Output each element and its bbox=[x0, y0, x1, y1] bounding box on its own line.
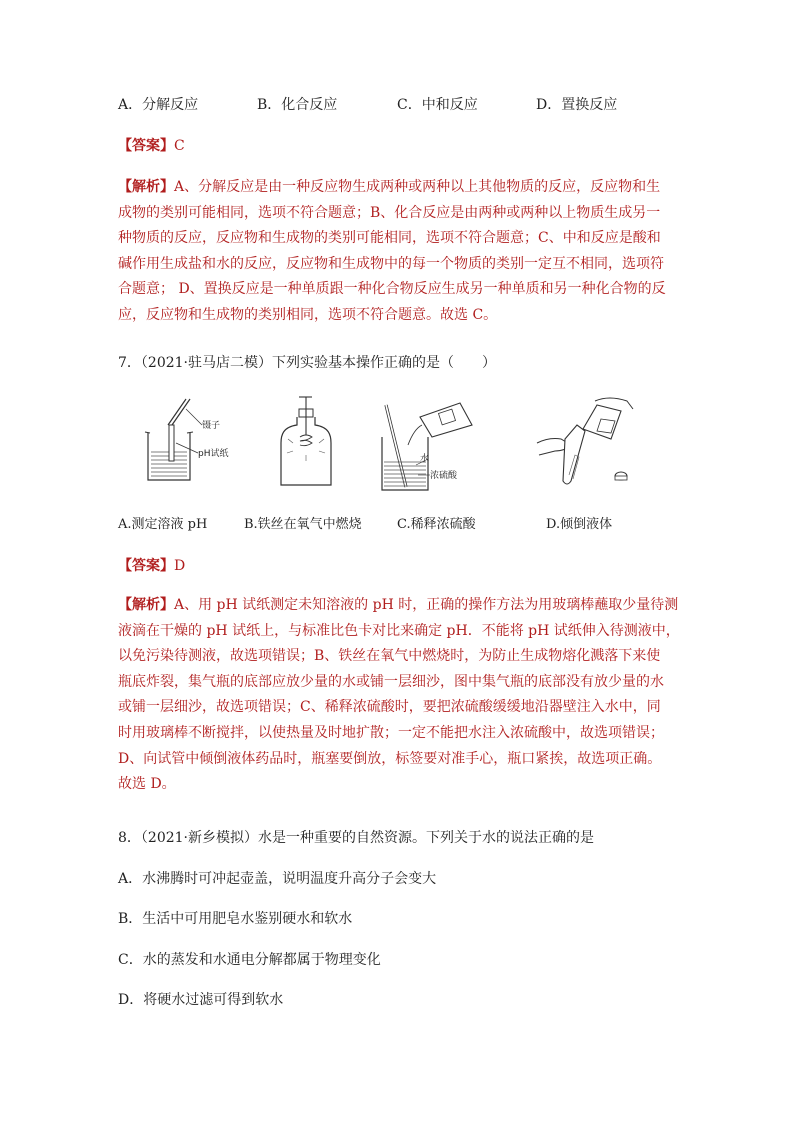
analysis-line: 或铺一层细沙，故选项错误；C、稀释浓硫酸时，要把浓硫酸缓缓地沿器壁注入水中，同 bbox=[118, 699, 661, 716]
q8-option-c: C．水的蒸发和水通电分解都属于物理变化 bbox=[118, 952, 381, 968]
analysis-line: 种物质的反应，反应物和生成物的类别可能相同，选项不符合题意；C、中和反应是酸和 bbox=[118, 230, 661, 247]
analysis-line: 以免污染待测液，故选项错误；B、铁丝在氧气中燃烧时，为防止生成物熔化溅落下来使 bbox=[118, 648, 661, 665]
answer-tag: 【答案】 bbox=[118, 138, 174, 154]
analysis-line: 故选 D。 bbox=[118, 776, 176, 793]
answer-tag: 【答案】 bbox=[118, 558, 174, 574]
label-water: 水 bbox=[420, 454, 430, 464]
analysis-line: A、用 pH 试纸测定未知溶液的 pH 时，正确的操作方法为用玻璃棒蘸取少量待测 bbox=[174, 597, 679, 613]
label-tweezers: 镊子 bbox=[202, 421, 221, 431]
analysis-line: A、分解反应是由一种反应物生成两种或两种以上其他物质的反应，反应物和生 bbox=[174, 179, 661, 195]
q6-answer bbox=[118, 136, 185, 156]
q8-stem: 8．（2021·新乡模拟）水是一种重要的自然资源。下列关于水的说法正确的是 bbox=[118, 830, 594, 846]
analysis-line: 时用玻璃棒不断搅拌，以使热量及时地扩散；一定不能把水注入浓硫酸中，故选项错误； bbox=[118, 724, 664, 741]
caption-d: D.倾倒液体 bbox=[546, 517, 613, 532]
figure-c-dilute-acid bbox=[378, 395, 488, 499]
q8-option-b: B．生活中可用肥皂水鉴别硬水和软水 bbox=[118, 911, 353, 927]
q8-option-d: D．将硬水过滤可得到软水 bbox=[118, 992, 284, 1008]
q7-analysis bbox=[118, 593, 678, 798]
q6-option-a: A．分解反应 bbox=[118, 97, 199, 113]
q6-option-b: B．化合反应 bbox=[257, 97, 338, 113]
analysis-line: 液滴在干燥的 pH 试纸上，与标准比色卡对比来确定 pH．不能将 pH 试纸伸入待测液中， bbox=[118, 622, 680, 639]
label-ph-paper: pH试纸 bbox=[198, 449, 229, 459]
analysis-line: 瓶底炸裂，集气瓶的底部应放少量的水或铺一层细沙，图中集气瓶的底部没有放少量的水 bbox=[118, 673, 664, 690]
figure-a-ph-test bbox=[140, 395, 250, 489]
analysis-tag: 【解析】 bbox=[118, 597, 174, 613]
analysis-line: D、向试管中倾倒液体药品时，瓶塞要倒放，标签要对准手心，瓶口紧挨，故选项正确。 bbox=[118, 750, 662, 767]
caption-b: B.铁丝在氧气中燃烧 bbox=[244, 517, 362, 532]
q7-stem: 7．（2021·驻马店二模）下列实验基本操作正确的是（ ） bbox=[118, 355, 496, 371]
q6-analysis bbox=[118, 175, 678, 329]
caption-c: C.稀释浓硫酸 bbox=[397, 517, 476, 532]
q8-option-a: A．水沸腾时可冲起壶盖，说明温度升高分子会变大 bbox=[118, 871, 437, 887]
answer-value: C bbox=[174, 138, 185, 154]
caption-a: A.测定溶液 pH bbox=[118, 517, 208, 532]
analysis-line: 碱作用生成盐和水的反应，反应物和生成物中的每一个物质的类别一定互不相同，选项符 bbox=[118, 255, 664, 272]
analysis-line: 应，反应物和生成物的类别相同，选项不符合题意。故选 C。 bbox=[118, 306, 498, 323]
q6-option-c: C．中和反应 bbox=[397, 97, 478, 113]
figure-d-pouring-liquid bbox=[535, 395, 635, 494]
analysis-tag: 【解析】 bbox=[118, 179, 174, 195]
figure-b-iron-burning bbox=[275, 395, 335, 494]
q7-answer bbox=[118, 556, 185, 576]
answer-value: D bbox=[174, 558, 186, 574]
label-conc-acid: 浓硫酸 bbox=[430, 471, 458, 481]
analysis-line: 成物的类别可能相同，选项不符合题意；B、化合反应是由两种或两种以上物质生成另一 bbox=[118, 204, 661, 221]
analysis-line: 合题意； D、置换反应是一种单质跟一种化合物反应生成另一种单质和另一种化合物的反 bbox=[118, 281, 666, 298]
q6-option-d: D．置换反应 bbox=[536, 97, 618, 113]
